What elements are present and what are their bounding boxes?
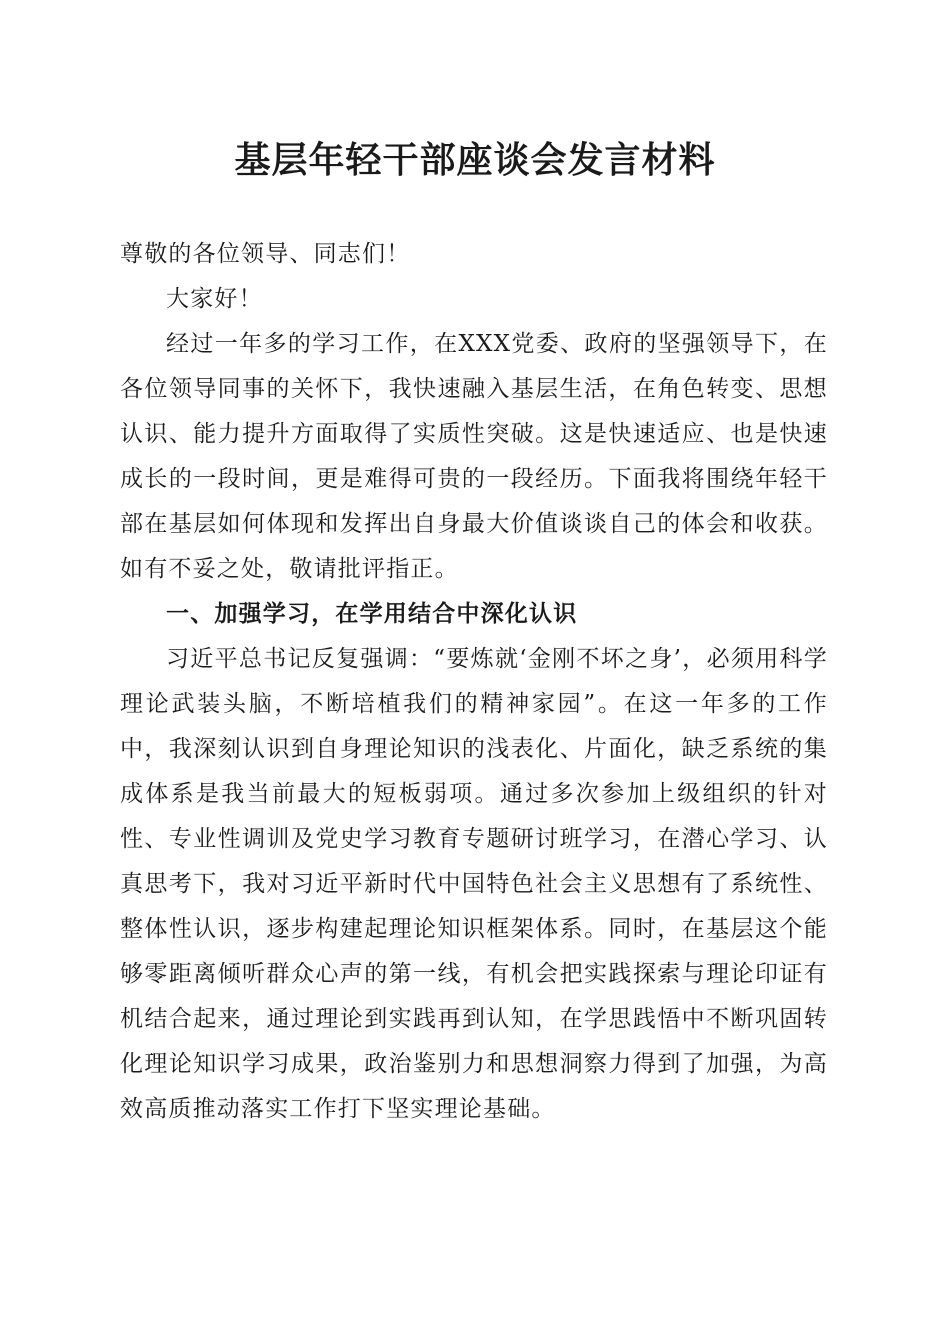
intro-paragraph: 经过一年多的学习工作，在XXX党委、政府的坚强领导下，在各位领导同事的关怀下，我快速融入基层生活，在角色转变、思想认识、能力提升方面取得了实质性突破。这是快速适应、也是快速成长的一段时间，更是难得可贵的一段经历。下面我将围绕年轻干部在基层如何体现和发挥出自身最大价值谈谈自己的体会和收获。如有不妥之处，敬请批评指正。	[120, 331, 828, 582]
section-heading-1: 一、加强学习，在学用结合中深化认识	[166, 601, 578, 627]
document-body	[120, 232, 828, 1132]
section-paragraph-1: 习近平总书记反复强调：“要炼就‘金刚不坏之身’，必须用科学理论武装头脑，不断培植我们的精神家园”。在这一年多的工作中，我深刻认识到自身理论知识的浅表化、片面化，缺乏系统的集成体系是我当前最大的短板弱项。通过多次参加上级组织的针对性、专业性调训及党史学习教育专题研讨班学习，在潜心学习、认真思考下，我对习近平新时代中国特色社会主义思想有了系统性、整体性认识，逐步构建起理论知识框架体系。同时，在基层这个能够零距离倾听群众心声的第一线，有机会把实践探索与理论印证有机结合起来，通过理论到实践再到认知，在学思践悟中不断巩固转化理论知识学习成果，政治鉴别力和思想洞察力得到了加强，为高效高质推动落实工作打下坚实理论基础。	[120, 646, 828, 1122]
greeting: 大家好！	[166, 286, 263, 312]
document-title: 基层年轻干部座谈会发言材料	[234, 139, 716, 181]
salutation: 尊敬的各位领导、同志们！	[120, 241, 411, 267]
